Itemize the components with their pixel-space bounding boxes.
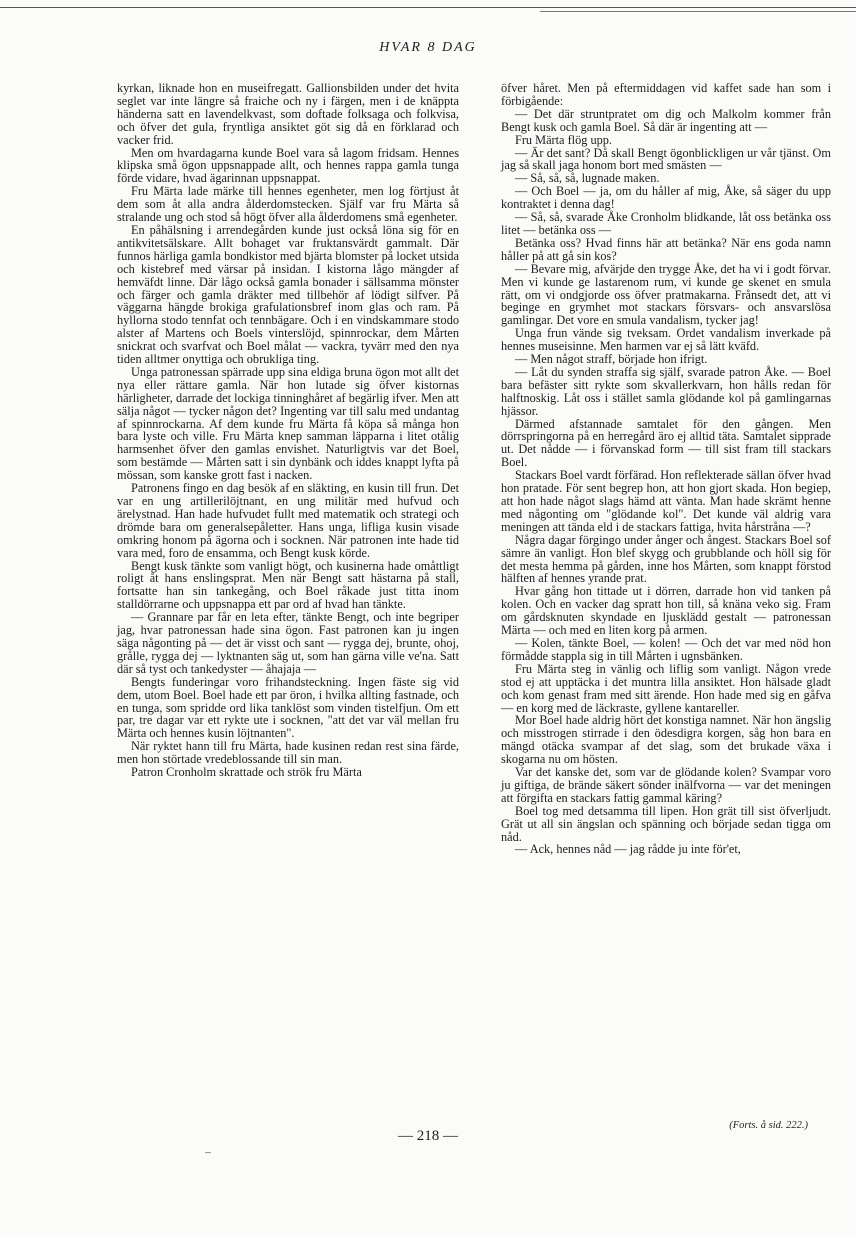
paragraph: Fru Märta lade märke till hennes egenheter, men log förtjust åt dem som åt alla andra ålderdomstecken. Själf var fru Märta så stralande ung och stod så högt öfver alla ålderdomens små egenheter. bbox=[117, 184, 459, 225]
paragraph: Patronens fingo en dag besök af en släkting, en kusin till frun. Det var en ung artillerilöjtnant, en ung militär med hufvud och ärelystnad. Han hade hufvudet fullt med matematik och strategi och drömde bara om generalsepåletter. Hans unga, lifliga kusin visade omkring honom på ägorna och i socknen. När patronen inte hade tid vara med, foro de ensamma, och Bengt kusk körde. bbox=[117, 481, 459, 560]
top-rule-right bbox=[540, 11, 856, 12]
paragraph: — Och Boel — ja, om du håller af mig, Åke, så säger du upp kontraktet i denna dag! bbox=[501, 184, 831, 212]
paragraph: Boel tog med detsamma till lipen. Hon grät till sist öfverljudt. Grät ut all sin ängslan och spänning och började sedan tigga om nåd. bbox=[501, 803, 831, 844]
paragraph: — Så, så, så, lugnade maken. bbox=[515, 171, 660, 186]
paragraph: öfver håret. Men på eftermiddagen vid kaffet sade han som i förbigående: bbox=[501, 81, 831, 108]
paragraph: Men om hvardagarna kunde Boel vara så lagom fridsam. Hennes klipska små ögon uppsnappade allt, och hennes rappa gamla tunga förde vidare, hvad ägarinnan uppsnappat. bbox=[117, 145, 459, 186]
paragraph: — Så, så, svarade Åke Cronholm blidkande, låt oss betänka oss litet — betänka oss — bbox=[501, 210, 831, 237]
paragraph: En påhälsning i arrendegården kunde just också löna sig för en antikvitetsälskare. Allt bohaget var fruktansvärdt gammalt. Där funnos härliga gamla bondkistor med bjärta blomster på locket utsida och kistebref med värsar på insidan. I kistorna lågo mängder af hemväfdt linne. Där lågo också gamla bonader i sällsamma mönster och färger och gamla dräkter med tillbehör af lödigt silfver. På väggarna hängde brokiga grafulationsbref inom glas och ram. På hyllorna stodo tennfat och tennbägare. Och i en vindskammare stodo alster af Martens och Boels vinterslöjd, spinnrockar, dem Mårten snickrat och svarfvat och Boel målat — vackra, tyvärr med den nya tiden alltmer onyttiga och obrukliga ting. bbox=[117, 222, 459, 367]
top-rule bbox=[0, 7, 856, 8]
paragraph: Unga frun vände sig tveksam. Ordet vandalism inverkade på hennes museisinne. Men harmen var ej så lätt kväfd. bbox=[501, 326, 831, 354]
paragraph: Därmed afstannade samtalet för den gången. Men dörrspringorna på en herregård äro ej alltid täta. Samtalet sipprade ut. Det nådde — i förvanskad form — till sist fram till stackars Boel. bbox=[501, 416, 831, 470]
paragraph: — Kolen, tänkte Boel, — kolen! — Och det var med nöd hon förmådde stappla sig in till Mårten i ugnsbänken. bbox=[501, 635, 831, 663]
paragraph: — Låt du synden straffa sig själf, svarade patron Åke. — Boel bara befäster sitt rykte som skvallerkvarn, hon hålls redan för halftnoskig. Låt oss i stället samla glödande kol på gamlingarnas hjässor. bbox=[501, 364, 831, 418]
paragraph: Unga patronessan spärrade upp sina eldiga bruna ögon mot allt det nya eller rättare gamla. När hon lutade sig öfver kistornas härligheter, darrade det lockiga tinninghåret af begärlig ifver. Men att sälja något — tycker någon det? Ingenting var till salu med undantag af spinnrockarna. Af dem kunde fru Märta få köpa så många hon bara lyste och ville. Fru Märta knep samman läpparna i litet otålig harmsenhet öfver den gamlas envishet. Naturligtvis var det Boel, som bestämde — Mårten satt i sin dynbänk och iddes knappt lyfta på mössan, som kanske grott fast i nacken. bbox=[117, 364, 459, 483]
paragraph: Betänka oss? Hvad finns här att betänka? När ens goda namn håller på att gå sin kos? bbox=[501, 235, 831, 263]
paragraph: Mor Boel hade aldrig hört det konstiga namnet. När hon ängslig och misstrogen stirrade i den ödesdigra korgen, såg hon bara en mängd otäcka svampar af det slag, som det brukade växa i skogarna nu om hösten. bbox=[501, 713, 831, 767]
paragraph: — Ack, hennes nåd — jag rådde ju inte för'et, bbox=[515, 842, 741, 857]
paragraph: Stackars Boel vardt förfärad. Hon reflekterade sällan öfver hvad hon pratade. För sent begrep hon, att hon gjort skada. Hon begiep, att hon hade något slags hämd att vänta. Man hade skrämt henne med någonting om "glödande kol". Det kunde väl aldrig vara meningen att tända eld i de stackars fattiga, hvita hårstråna —? bbox=[501, 468, 831, 534]
paragraph: kyrkan, liknade hon en museifregatt. Gallionsbilden under det hvita seglet var inte längre så fraiche och ny i färgen, men i de knäppta händerna satt en lavendelkvast, som doftade folksaga och folkvisa, och öfver det gula, fryntliga ansiktet göt sig då en förklarad och vacker frid. bbox=[117, 81, 459, 147]
paragraph: Fru Märta flög upp. bbox=[515, 132, 612, 147]
paragraph: — Bevare mig, afvärjde den trygge Åke, det ha vi i godt förvar. Men vi kunde ge lastarenom rum, vi kunde ge skenet en smula rätt, om vi ondgjorde oss öfver pratmakarna. Frånsedt det, att vi beginge en grymhet mot stackars försvars- och ansvarslösa gamlingar. Det vore en smula vandalism, tycker jag! bbox=[501, 261, 831, 328]
paragraph: Hvar gång hon tittade ut i dörren, darrade hon vid tanken på kolen. Och en vacker dag spratt hon till, så knäna veko sig. Fram om gårdsknuten skyndade en ljusklädd gestalt — patronessan Märta — och med en liten korg på armen. bbox=[501, 584, 831, 638]
page-number: — 218 — bbox=[398, 1128, 458, 1144]
paragraph: — Är det sant? Då skall Bengt ögonblickligen ur vår tjänst. Om jag så skall jaga honom bort med smästen — bbox=[501, 145, 831, 173]
paragraph: När ryktet hann till fru Märta, hade kusinen redan rest sina färde, men hon störtade vredeblossande till sin man. bbox=[117, 739, 459, 767]
paragraph: Patron Cronholm skrattade och strök fru Märta bbox=[131, 765, 362, 780]
paragraph: — Det där struntpratet om dig och Malkolm kommer från Bengt kusk och gamla Boel. Så där är ingenting att — bbox=[501, 106, 831, 134]
paragraph: Fru Märta steg in vänlig och liflig som vanligt. Någon vrede stod ej att upptäcka i det muntra lilla ansiktet. Hon hälsade gladt och kom genast fram med sitt ärende. Hon hade med sig en gåfva — en korg med de läckraste, gyllene kantareller. bbox=[501, 661, 831, 715]
continuation-note: (Forts. å sid. 222.) bbox=[729, 1120, 808, 1131]
paragraph: — Grannare par får en leta efter, tänkte Bengt, och inte begriper jag, hvar patronessan hade sina ögon. Fast patronen kan ju ingen säga någonting på — det är visst och sant — rygga dej, brunte, ohoj, grålle, rygga dej — lyktnanten säg ut, som han gärna ville ve'na. Satt där så tyst och tankedyster — åhajaja — bbox=[117, 610, 459, 676]
footer-mark bbox=[205, 1152, 211, 1153]
paragraph: Några dagar förgingo under ånger och ångest. Stackars Boel sof sämre än vanligt. Hon blef skygg och grubblande och höll sig för det mesta hemma på gården, inne hos Mårten, som knappt förstod hälften af hennes yrande prat. bbox=[501, 532, 831, 586]
right-column bbox=[501, 82, 831, 856]
paragraph: Bengts funderingar voro frihandsteckning. Ingen fäste sig vid dem, utom Boel. Boel hade ett par öron, i hvilka allting fastnade, och en tunga, som spridde ord lika tanklöst som vinden tistelfjun. Om ett par, tre dagar var ett rykte ute i socknen, "att det var väl mellan fru Märta och hennes kusin löjtnanten". bbox=[117, 674, 459, 741]
page-header: HVAR 8 DAG bbox=[379, 40, 477, 55]
paragraph: Var det kanske det, som var de glödande kolen? Svampar voro ju giftiga, de brände säkert sönder inälfvorna — var det meningen att förgifta en stackars fattig gammal käring? bbox=[501, 765, 831, 805]
left-column bbox=[117, 82, 459, 779]
paragraph: — Men något straff, började hon ifrigt. bbox=[515, 352, 708, 367]
paragraph: Bengt kusk tänkte som vanligt högt, och kusinerna hade omåttligt roligt åt hans enslingsprat. Men när Bengt satt hästarna på stall, fortsatte han sin tankegång, och Boel råkade just titta inom stalldörrarne och uppsnappa ett par ord af hvad han tänkte. bbox=[117, 558, 459, 612]
